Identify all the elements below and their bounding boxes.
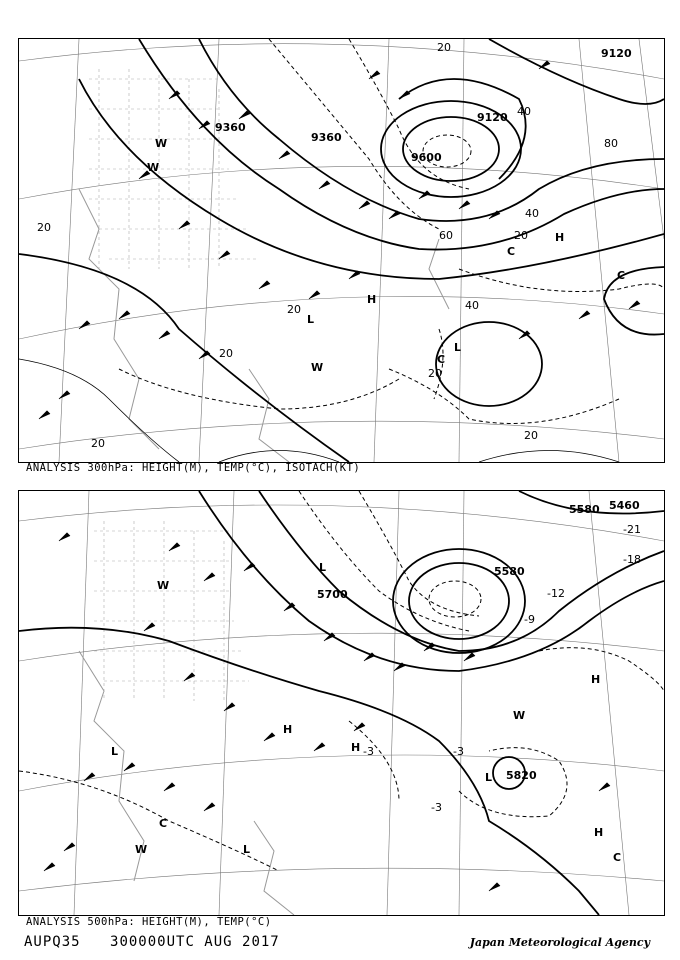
- high-pressure-center: H: [594, 826, 604, 839]
- temp-label: -21: [623, 523, 641, 536]
- high-pressure-center: H: [591, 673, 601, 686]
- height-contours: [19, 491, 664, 915]
- temp-contours: [119, 39, 664, 424]
- high-pressure-center: H: [283, 723, 293, 736]
- height-label: 9360: [311, 131, 342, 144]
- isotach-label: 20: [37, 221, 51, 234]
- warm-center: W: [147, 161, 160, 174]
- bottom-panel-caption: ANALYSIS 500hPa: HEIGHT(M), TEMP(°C): [26, 916, 272, 928]
- warm-center: W: [135, 843, 148, 856]
- cold-center: C: [159, 817, 168, 830]
- height-label: 5820: [506, 769, 537, 782]
- height-label: 9120: [477, 111, 508, 124]
- coastline: [79, 651, 294, 915]
- isotach-label: 40: [465, 299, 479, 312]
- height-label: 9600: [411, 151, 442, 164]
- isotach-label: 60: [439, 229, 453, 242]
- warm-center: W: [157, 579, 170, 592]
- high-pressure-center: H: [367, 293, 377, 306]
- temp-label: -9: [524, 613, 535, 626]
- chart-datetime: 300000UTC AUG 2017: [110, 934, 280, 950]
- cold-center: C: [617, 269, 626, 282]
- temp-label: -3: [363, 745, 374, 758]
- high-pressure-center: H: [351, 741, 361, 754]
- isotach-label: 40: [517, 105, 531, 118]
- isotach-label: 20: [287, 303, 301, 316]
- height-label: 5460: [609, 499, 640, 512]
- agency-name: Japan Meteorological Agency: [469, 936, 650, 949]
- temp-label: -3: [453, 745, 464, 758]
- isotach-label: 20: [219, 347, 233, 360]
- low-pressure-center: L: [243, 843, 251, 856]
- chart-footer: [24, 934, 300, 950]
- graticule: [19, 39, 664, 462]
- height-label: 9360: [215, 121, 246, 134]
- top-panel-caption: ANALYSIS 300hPa: HEIGHT(M), TEMP(°C), ISOTACH(KT): [26, 462, 361, 474]
- isotach-label: 20: [524, 429, 538, 442]
- warm-center: W: [155, 137, 168, 150]
- high-pressure-center: H: [555, 231, 565, 244]
- low-pressure-center: L: [319, 561, 327, 574]
- map-500hpa-chart: [19, 491, 664, 915]
- isotach-contours: [19, 359, 619, 462]
- low-pressure-center: L: [454, 341, 462, 354]
- isotach-label: 80: [604, 137, 618, 150]
- low-pressure-center: L: [111, 745, 119, 758]
- graticule: [19, 491, 664, 915]
- map-300hpa-chart: [19, 39, 664, 462]
- temp-label: -18: [623, 553, 641, 566]
- chart-code: AUPQ35: [24, 934, 81, 950]
- temp-label: -3: [431, 801, 442, 814]
- cold-center: C: [507, 245, 516, 258]
- low-pressure-center: L: [307, 313, 315, 326]
- height-label: 5580: [569, 503, 600, 516]
- map-300hpa-panel: [18, 38, 665, 463]
- temp-contours: [19, 491, 664, 871]
- isotach-label: 20: [428, 367, 442, 380]
- low-pressure-center: L: [485, 771, 493, 784]
- isotach-label: 20: [514, 229, 528, 242]
- isotach-label: 20: [91, 437, 105, 450]
- height-label: 5700: [317, 588, 348, 601]
- warm-center: W: [311, 361, 324, 374]
- map-500hpa-panel: [18, 490, 665, 916]
- height-label: 5580: [494, 565, 525, 578]
- warm-center: W: [513, 709, 526, 722]
- isotach-label: 40: [525, 207, 539, 220]
- cold-center: C: [437, 353, 446, 366]
- isotach-label: 20: [437, 41, 451, 54]
- height-contours: [19, 39, 664, 462]
- cold-center: C: [613, 851, 622, 864]
- terrain-hatch: [89, 69, 259, 269]
- height-label: 9120: [601, 47, 632, 60]
- temp-label: -12: [547, 587, 565, 600]
